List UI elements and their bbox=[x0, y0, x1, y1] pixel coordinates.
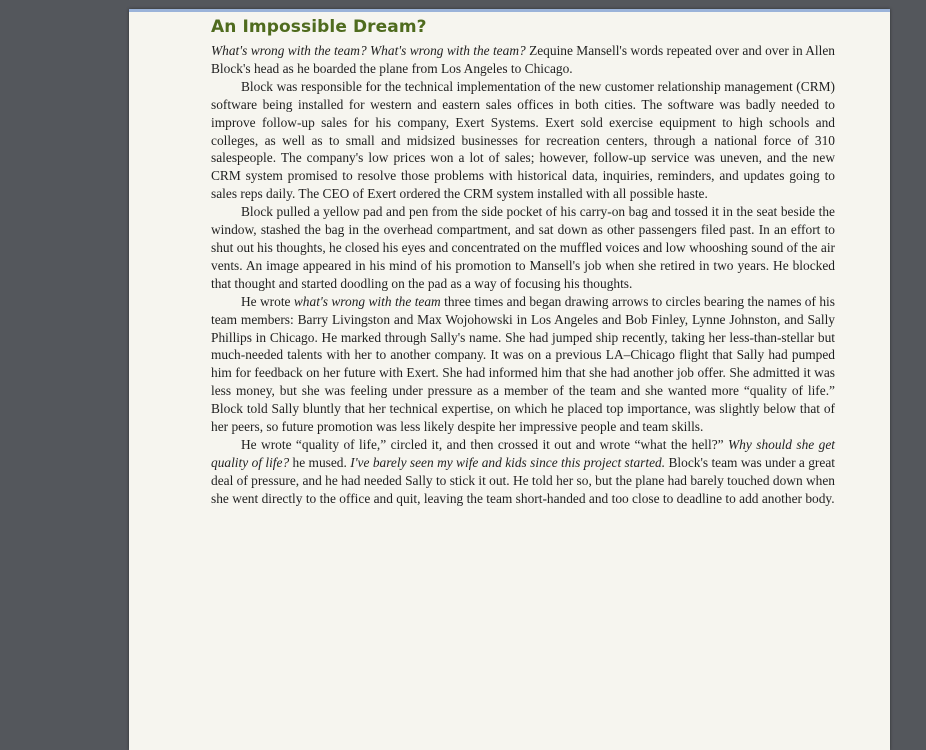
text-span: what's wrong with the team bbox=[293, 293, 441, 309]
text-span: Zequine Mansell's words repeated over and over in Allen Block's head as he boarded the plane from Los Angeles to Chicago. bbox=[211, 43, 836, 76]
paragraph-2 bbox=[211, 78, 835, 203]
text-span: What's wrong with the team? What's wrong with the team? bbox=[211, 43, 526, 58]
text-span: Block's team was under a great deal of pressure, and he had needed Sally to stick it out. He told her so, but the plane had barely touched down when she went directly to the office and quit, leaving the team short-handed and too close to deadline to add another body. bbox=[211, 454, 835, 506]
text-span: I've barely seen my wife and kids since this project started. bbox=[350, 454, 666, 470]
text-span: three times and began drawing arrows to circles bearing the names of his team members: Barry Livingston and Max Wojohowski in Los Angeles and Bob Finley, Lynne Johnston, and Sally Phillips in Chicago. He marked through Sally's name. She had jumped ship recently, taking her less-than-stellar but much-needed talents with her to another company. It was on a previous LA–Chicago flight that Sally had pumped him for feedback on her future with Exert. She had informed him that she had another job offer. She admitted it was less money, but she was feeling under pressure as a member of the team and she wanted more “quality of life.” Block told Sally bluntly that her technical expertise, on which he placed top importance, was slightly below that of her peers, so future promotion was less likely despite her impressive people and team skills. bbox=[211, 293, 835, 435]
case-title: An Impossible Dream? bbox=[211, 17, 427, 37]
document-page bbox=[129, 9, 890, 750]
paragraph-3 bbox=[211, 203, 835, 293]
paragraph-5 bbox=[211, 436, 835, 508]
text-span: He wrote bbox=[241, 293, 294, 309]
page-top-border bbox=[129, 9, 890, 12]
text-span: Why should she get quality of life? bbox=[211, 436, 835, 470]
text-span: Block was responsible for the technical implementation of the new customer relationship management (CRM) software being installed for western and eastern sales offices in both cities. The software was badly needed to improve follow-up sales for his company, Exert Systems. Exert sold exercise equipment to high schools and colleges, as well as to small and midsized businesses for recreation centers, through a national force of 310 salespeople. The company's low prices won a lot of sales; however, follow-up service was uneven, and the new CRM system promised to resolve those problems with historical data, inquiries, reminders, and updates going to sales reps daily. The CEO of Exert ordered the CRM system installed with all possible haste. bbox=[211, 78, 835, 202]
text-span: he mused. bbox=[289, 454, 351, 470]
text-span: He wrote “quality of life,” circled it, and then crossed it out and wrote “what the hell?” bbox=[241, 436, 729, 452]
case-body bbox=[211, 42, 835, 508]
paragraph-1 bbox=[211, 42, 835, 78]
paragraph-4 bbox=[211, 293, 835, 436]
text-span: Block pulled a yellow pad and pen from the side pocket of his carry-on bag and tossed it in the seat beside the window, stashed the bag in the overhead compartment, and sat down as other passengers filed past. In an effort to shut out his thoughts, he closed his eyes and concentrated on the muffled voices and low whooshing sound of the air vents. An image appeared in his mind of his promotion to Mansell's job when she retired in two years. He blocked that thought and started doodling on the pad as a way of focusing his thoughts. bbox=[211, 204, 835, 291]
